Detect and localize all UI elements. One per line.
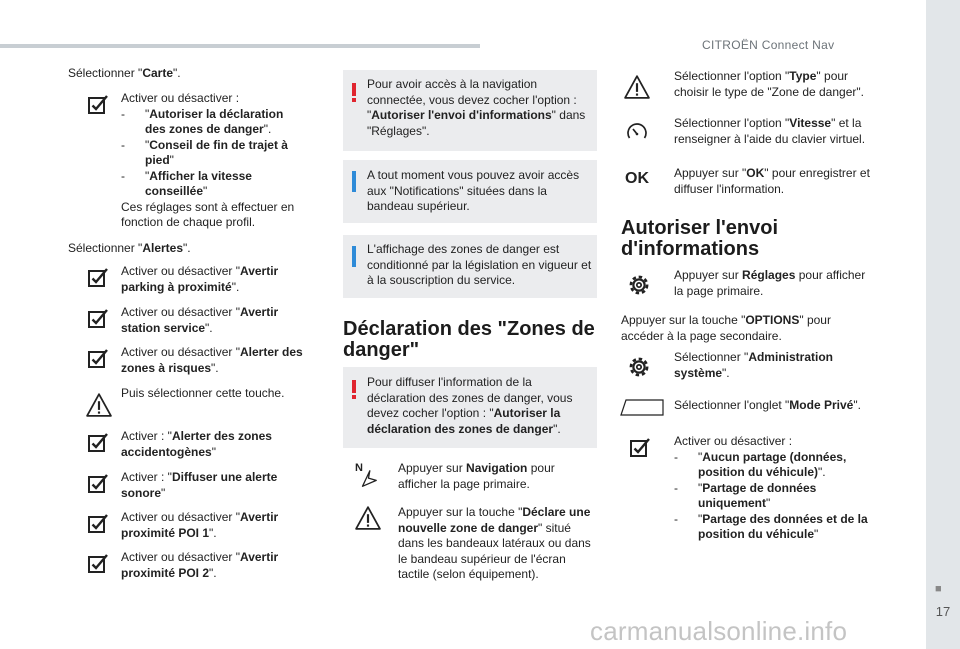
press-options-item: Appuyer sur la touche "OPTIONS" pour accéder à la page secondaire.: [621, 313, 831, 343]
warning-triangle-icon: [624, 74, 650, 100]
alert-accident-zones-item: Activer : "Alerter des zones accidentogènes": [121, 429, 272, 459]
checkbox-icon: [86, 430, 110, 454]
page-marker: ■: [935, 583, 942, 595]
ok-button-icon: OK: [625, 170, 649, 187]
warning-box-danger-declaration: Pour diffuser l'information de la déclaration des zones de danger, vous devez cocher l'option : "Autoriser la déclaration des zones de danger".: [343, 367, 597, 448]
checkbox-icon: [628, 435, 652, 459]
checkbox-icon: [86, 346, 110, 370]
checkbox-icon: [86, 471, 110, 495]
privacy-options-block: Activer ou désactiver : - "Aucun partage (données, position du véhicule)". - "Partage de données uniquement" - "Partage des données et de la position du véhicule": [674, 434, 868, 541]
alert-poi1-item: Activer ou désactiver "Avertir proximité POI 1".: [121, 510, 279, 540]
checkbox-icon: [86, 306, 110, 330]
gear-icon: [626, 354, 652, 380]
warning-triangle-icon: [355, 505, 381, 531]
alert-parking-item: Activer ou désactiver "Avertir parking à proximité".: [121, 264, 279, 294]
exclamation-icon: [352, 83, 356, 102]
carte-options-block: Activer ou désactiver : - "Autoriser la déclaration des zones de danger". - "Conseil de fin de trajet à pied" - "Afficher la vitesse conseillée" Ces réglages sont à effectuer en fonction de chaque profil.: [121, 91, 295, 229]
press-declare-zone-item: Appuyer sur la touche "Déclare une nouvelle zone de danger" situé dans les bandeaux latéraux ou dans le bandeau supérieur de l'écran tactile (selon équipement).: [398, 505, 591, 581]
warning-box-connected-nav: Pour avoir accès à la navigation connectée, vous devez cocher l'option : "Autoriser l'envoi d'informations" dans "Réglages".: [343, 70, 597, 151]
press-navigation-item: Appuyer sur Navigation pour afficher la page primaire.: [398, 461, 555, 491]
select-carte-instruction: Sélectionner "Carte".: [68, 66, 181, 80]
alert-risk-zones-item: Activer ou désactiver "Alerter des zones à risques".: [121, 345, 303, 375]
watermark: carmanualsonline.info: [590, 616, 848, 646]
page-sidebar: [926, 0, 960, 649]
select-type-item: Sélectionner l'option "Type" pour choisir le type de "Zone de danger".: [674, 69, 864, 99]
press-ok-item: Appuyer sur "OK" pour enregistrer et diffuser l'information.: [674, 166, 870, 196]
brand-header: CITROËN Connect Nav: [702, 38, 835, 52]
select-admin-item: Sélectionner "Administration système".: [674, 350, 833, 380]
tab-shape-icon: [620, 398, 664, 416]
select-alertes-instruction: Sélectionner "Alertes".: [68, 241, 191, 255]
section-heading-send-info: Autoriser l'envoi d'informations: [621, 217, 779, 260]
alert-station-item: Activer ou désactiver "Avertir station service".: [121, 305, 279, 335]
speedometer-icon: [625, 121, 649, 145]
info-box-notifications: A tout moment vous pouvez avoir accès aux "Notifications" situées dans la bandeau supérieur.: [343, 160, 597, 223]
checkbox-icon: [86, 265, 110, 289]
alert-poi2-item: Activer ou désactiver "Avertir proximité POI 2".: [121, 550, 279, 580]
navigation-icon: N: [355, 462, 379, 492]
press-button-item: Puis sélectionner cette touche.: [121, 386, 285, 400]
page-number: 17: [935, 604, 951, 619]
checkbox-icon: [86, 511, 110, 535]
section-heading-danger-zones: Déclaration des "Zones de danger": [343, 318, 595, 361]
select-speed-item: Sélectionner l'option "Vitesse" et la renseigner à l'aide du clavier virtuel.: [674, 116, 866, 146]
exclamation-icon: [352, 380, 356, 399]
warning-triangle-icon: [86, 392, 112, 418]
info-box-legislation: L'affichage des zones de danger est conditionné par la législation en vigueur et à la souscription du service.: [343, 235, 597, 298]
top-divider-bar: [0, 44, 480, 48]
checkbox-icon: [86, 92, 110, 116]
alert-sound-item: Activer : "Diffuser une alerte sonore": [121, 470, 278, 500]
press-settings-item: Appuyer sur Réglages pour afficher la page primaire.: [674, 268, 866, 298]
info-bar-icon: [352, 171, 356, 192]
gear-icon: [626, 272, 652, 298]
checkbox-icon: [86, 551, 110, 575]
info-bar-icon: [352, 246, 356, 267]
select-private-tab-item: Sélectionner l'onglet "Mode Privé".: [674, 398, 861, 412]
